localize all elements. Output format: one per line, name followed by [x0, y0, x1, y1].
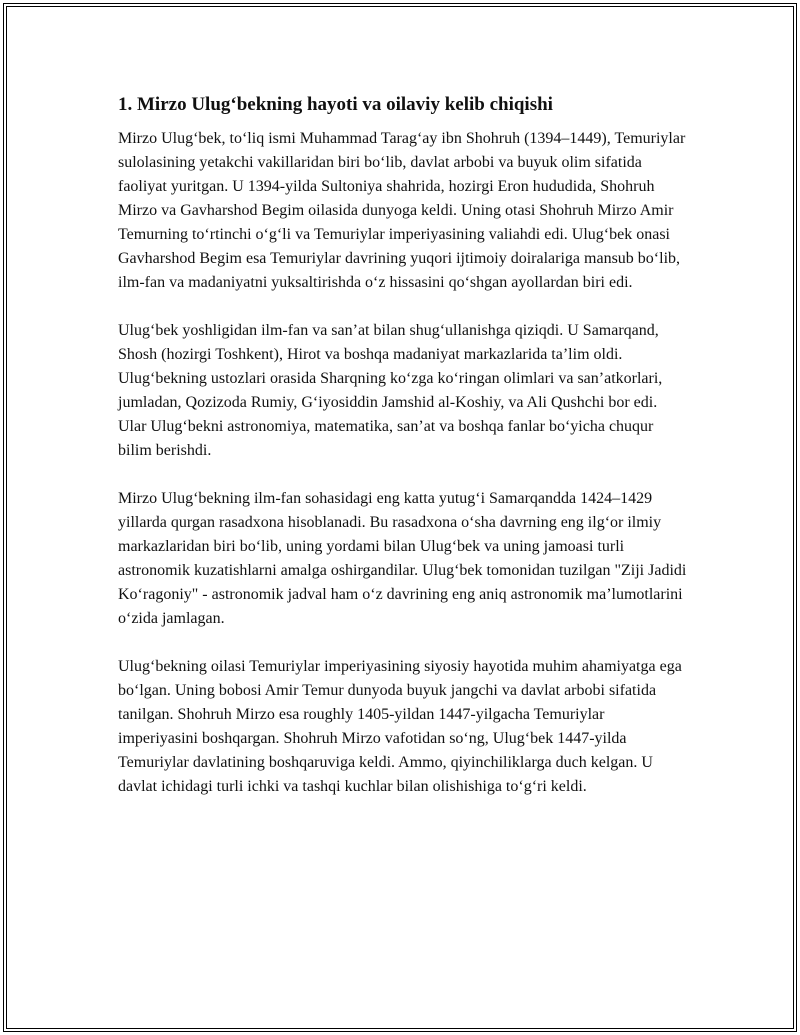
- paragraph-1: Mirzo Ulug‘bek, to‘liq ismi Muhammad Tarag‘ay ibn Shohruh (1394–1449), Temuriylar sulolasining yetakchi vakillaridan biri bo‘lib, davlat arbobi va buyuk olim sifatida faoliyat yuritgan. U 1394-yilda Sultoniya shahrida, hozirgi Eron hududida, Shohruh Mirzo va Gavharshod Begim oilasida dunyoga keldi. Uning otasi Shohruh Mirzo Amir Temurning to‘rtinchi o‘g‘li va Temuriylar imperiyasining valiahdi edi. Ulug‘bek onasi Gavharshod Begim esa Temuriylar davrining yuqori ijtimoiy doiralariga mansub bo‘lib, ilm-fan va madaniyatni yuksaltirishda o‘z hissasini qo‘shgan ayollardan biri edi.: [118, 130, 686, 291]
- paragraph-4: Ulug‘bekning oilasi Temuriylar imperiyasining siyosiy hayotida muhim ahamiyatga ega bo‘lgan. Uning bobosi Amir Temur dunyoda buyuk jangchi va davlat arbobi sifatida tanilgan. Shohruh Mirzo esa roughly 1405-yildan 1447-yilgacha Temuriylar imperiyasini boshqargan. Shohruh Mirzo vafotidan so‘ng, Ulug‘bek 1447-yilda Temuriylar davlatining boshqaruviga keldi. Ammo, qiyinchiliklarga duch kelgan. U davlat ichidagi turli ichki va tashqi kuchlar bilan olishishiga to‘g‘ri keldi.: [118, 658, 682, 795]
- document-body: [118, 92, 688, 823]
- paragraph-2: Ulug‘bek yoshligidan ilm-fan va san’at bilan shug‘ullanishga qiziqdi. U Samarqand, Shosh (hozirgi Toshkent), Hirot va boshqa madaniyat markazlarida ta’lim oldi. Ulug‘bekning ustozlari orasida Sharqning ko‘zga ko‘ringan olimlari va san’atkorlari, jumladan, Qozizoda Rumiy, G‘iyosiddin Jamshid al-Koshiy, va Ali Qushchi bor edi. Ular Ulug‘bekni astronomiya, matematika, san’at va boshqa fanlar bo‘yicha chuqur bilim berishdi.: [118, 322, 663, 459]
- section-heading: 1. Mirzo Ulug‘bekning hayoti va oilaviy kelib chiqishi: [118, 94, 553, 115]
- paragraph-3: Mirzo Ulug‘bekning ilm-fan sohasidagi eng katta yutug‘i Samarqandda 1424–1429 yillarda qurgan rasadxona hisoblanadi. Bu rasadxona o‘sha davrning eng ilg‘or ilmiy markazlaridan biri bo‘lib, uning yordami bilan Ulug‘bek va uning jamoasi turli astronomik kuzatishlarni amalga oshirgandilar. Ulug‘bek tomonidan tuzilgan "Ziji Jadidi Ko‘ragoniy" - astronomik jadval ham o‘z davrining eng aniq astronomik ma’lumotlarini o‘zida jamlagan.: [118, 490, 687, 627]
